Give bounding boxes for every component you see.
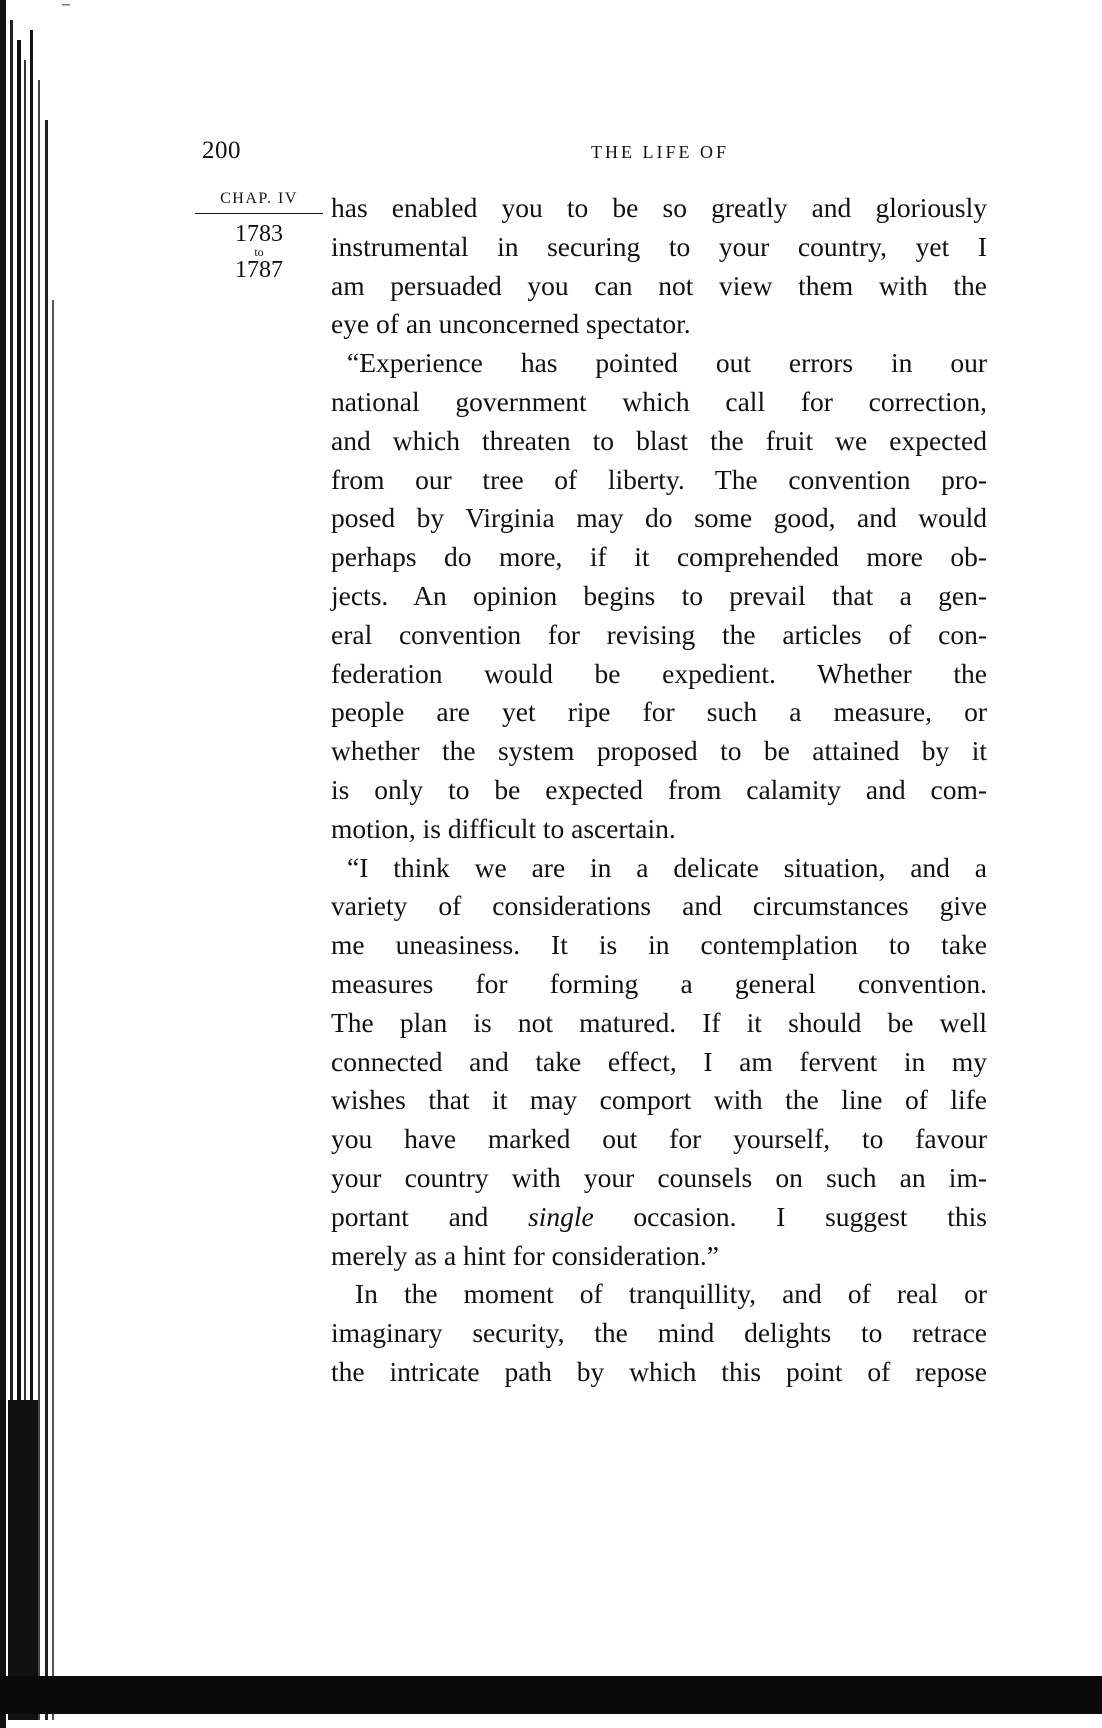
text-line: the intricate path by which this point of repose [331, 1355, 987, 1387]
text-line: connected and take effect, I am fervent in my [331, 1045, 987, 1077]
text-line: measures for forming a general convention. [331, 967, 987, 999]
text-line: instrumental in securing to your country, yet I [331, 230, 987, 262]
text-line: federation would be expedient. Whether the [331, 657, 987, 689]
text-line: “Experience has pointed out errors in our [347, 347, 987, 379]
text-line: whether the system proposed to be attained by it [331, 735, 987, 767]
running-head: THE LIFE OF [591, 142, 729, 162]
text-line: In the moment of tranquillity, and of real or [355, 1278, 987, 1310]
text-line [331, 1198, 987, 1237]
text-line: jects. An opinion begins to prevail that a gen- [331, 579, 987, 611]
text-line: eral convention for revising the articles of con- [331, 618, 987, 650]
margin-note [195, 190, 323, 282]
text-line: variety of considerations and circumstances give [331, 890, 987, 922]
text-line: has enabled you to be so greatly and gloriously [331, 192, 987, 223]
text-line: am persuaded you can not view them with the [331, 269, 987, 301]
text-segment: occasion. I suggest this [633, 1200, 987, 1232]
text-line: your country with your counsels on such an im- [331, 1161, 987, 1193]
text-line: eye of an unconcerned spectator. [331, 308, 691, 340]
text-line: people are yet ripe for such a measure, or [331, 696, 987, 728]
book-gutter-edge [0, 0, 70, 1728]
text-line: “I think we are in a delicate situation, and a [347, 851, 987, 883]
text-line: you have marked out for yourself, to favour [331, 1123, 987, 1155]
year-to-word: to [254, 245, 264, 259]
text-line: perhaps do more, if it comprehended more ob- [331, 541, 987, 573]
italic-word: single [528, 1200, 594, 1232]
body-text [331, 189, 987, 1392]
text-line: wishes that it may comport with the line of life [331, 1084, 987, 1116]
year-from: 1783 [235, 221, 283, 247]
text-line: is only to be expected from calamity and com- [331, 773, 987, 805]
text-line: The plan is not matured. If it should be well [331, 1006, 987, 1038]
scan-bottom-edge [0, 1676, 1102, 1714]
text-segment: portant and [331, 1200, 489, 1232]
text-line: national government which call for correction, [331, 385, 987, 417]
text-line: me uneasiness. It is in contemplation to take [331, 929, 987, 961]
text-line: from our tree of liberty. The convention pro- [331, 463, 987, 495]
text-line: motion, is difficult to ascertain. [331, 812, 676, 844]
year-to: 1787 [235, 257, 283, 283]
text-line: merely as a hint for consideration.” [331, 1239, 719, 1271]
text-line: imaginary security, the mind delights to retrace [331, 1317, 987, 1349]
page-number: 200 [202, 137, 241, 164]
chapter-label: CHAP. IV [195, 190, 323, 214]
text-line: posed by Virginia may do some good, and would [331, 502, 987, 534]
text-line: and which threaten to blast the fruit we expected [331, 424, 987, 456]
